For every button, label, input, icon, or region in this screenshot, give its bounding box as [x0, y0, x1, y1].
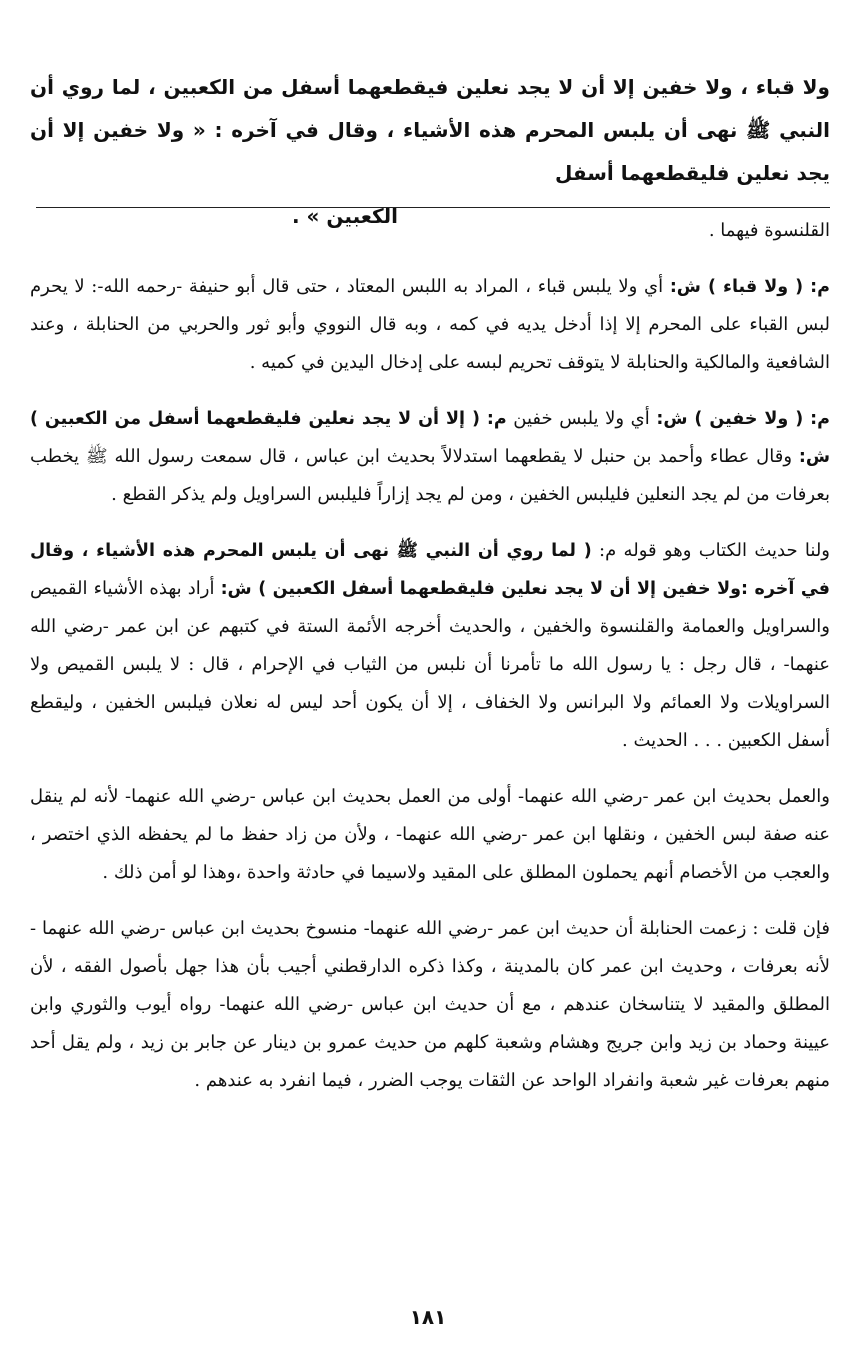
page-number: ١٨١	[409, 1305, 447, 1329]
paragraph-3	[30, 532, 830, 760]
quote-bold: م: ( ولا قباء ) ش:	[669, 277, 830, 297]
matn-body: ولا قباء ، ولا خفين إلا أن لا يجد نعلين فيقطعهما أسفل من الكعبين ، لما روي أن النبي ﷺ نهى أن يلبس المحرم هذه الأشياء ، وقال في آخره : « ولا خفين إلا أن يجد نعلين فليقطعهما أسفل	[30, 75, 830, 185]
quote-bold: م: ( ولا خفين ) ش:	[656, 409, 830, 429]
separator-line	[36, 207, 830, 208]
paragraph-4: والعمل بحديث ابن عمر -رضي الله عنهما- أولى من العمل بحديث ابن عباس -رضي الله عنهما- لأنه لم ينقل عنه صفة لبس الخفين ، ونقلها ابن عمر -رضي الله عنهما- ، ولأن من زاد حفظ ما لم يحفظه الذي اختصر ، والعجب من الأخصام أنهم يحملون المطلق على المقيد ولاسيما في حادثة واحدة ،وهذا لو أمن ذلك .	[30, 786, 830, 883]
matn-last-line: الكعبين » .	[291, 204, 399, 228]
quote-bold: ( لما روي أن النبي ﷺ نهى أن يلبس المحرم هذه الأشياء ، وقال في آخره :ولا خفين إلا أن لا يجد نعلين فليقطعهما أسفل الكعبين ) ش:	[30, 541, 830, 599]
commentary-text: أي ولا يلبس قباء ، المراد به اللبس المعتاد ، حتى قال أبو حنيفة -رحمه الله-: لا يحرم لبس القباء على المحرم إلا إذا أدخل يديه في كمه ، وبه قال النووي وأبو ثور والحربي من الحنابلة ، وعند الشافعية والمالكية والحنابلة لا يتوقف تحريم لبسه على إدخال اليدين في كميه .	[30, 276, 830, 373]
commentary-text: وقال عطاء وأحمد بن حنبل لا يقطعهما استدلالاً بحديث ابن عباس ، قال سمعت رسول الله ﷺ يخطب بعرفات من لم يجد النعلين فليلبس الخفين ، ومن لم يجد إزاراً فليلبس السراويل ولم يذكر القطع .	[30, 446, 830, 505]
paragraph-0: القلنسوة فيهما .	[708, 220, 830, 241]
commentary-text: أراد بهذه الأشياء القميص والسراويل والعمامة والقلنسوة والخفين ، والحديث أخرجه الأئمة الستة في كتبهم عن ابن عمر -رضي الله عنهما- ، قال رجل : يا رسول الله ما تأمرنا أن نلبس من الثياب في الإحرام ، قال : لا يلبس القميص ولا السراويلات ولا العمائم ولا البرانس ولا الخفاف ، إلا أن يكون أحد ليس له نعلان فيلبس الخفين ، وليقطع أسفل الكعبين . . . الحديث .	[30, 578, 830, 751]
commentary-text: ولنا حديث الكتاب وهو قوله م:	[591, 540, 831, 561]
paragraph-1	[30, 268, 830, 382]
quote-bold: م: ( إلا أن لا يجد نعلين فليقطعهما أسفل من الكعبين ) ش:	[30, 409, 830, 467]
commentary-text: أي ولا يلبس خفين	[506, 408, 657, 429]
commentary	[30, 212, 830, 1100]
paragraph-5: فإن قلت : زعمت الحنابلة أن حديث ابن عمر -رضي الله عنهما- منسوخ بحديث ابن عباس -رضي الله عنهما - لأنه بعرفات ، وحديث ابن عمر كان بالمدينة ، وكذا ذكره الدارقطني أجيب بأن هذا جهل بأصول الفقه ، لأن المطلق والمقيد لا يتناسخان عندهم ، مع أن حديث ابن عباس -رضي الله عنهما- رواه أيوب والثوري وابن عيينة وحماد بن زيد وابن جريج وهشام وشعبة كلهم من حديث عمرو بن دينار عن جابر بن زيد ، ولم يقل أحد منهم بعرفات غير شعبة وانفراد الواحد عن الثقات يوجب الضرر ، فيما انفرد به عندهم .	[30, 918, 830, 1091]
paragraph-2	[30, 400, 830, 514]
